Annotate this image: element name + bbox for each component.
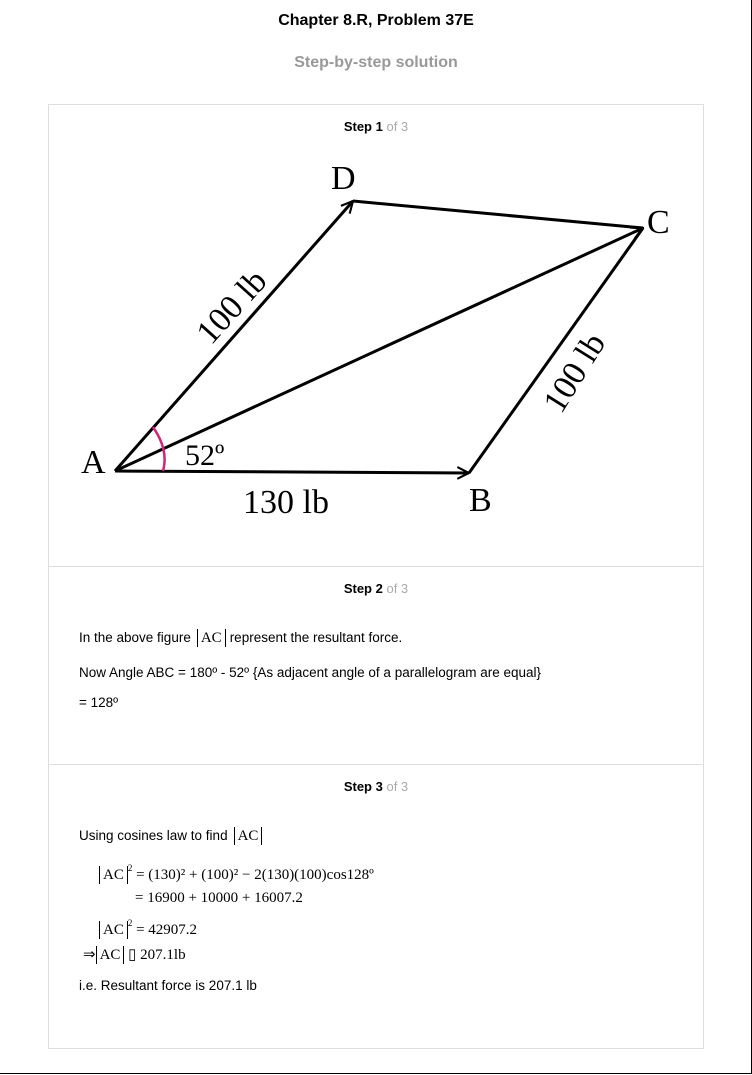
side-ad-label: 100 lb bbox=[189, 262, 275, 352]
vector-ac bbox=[115, 228, 643, 471]
step-2 bbox=[49, 566, 703, 764]
equation-2: = 16900 + 10000 + 16007.2 bbox=[135, 890, 303, 906]
step-3-line-1 bbox=[79, 827, 266, 845]
ac-magnitude: AC bbox=[197, 629, 226, 647]
step-2-line-1-post: represent the resultant force. bbox=[229, 630, 403, 645]
step-2-of: of 3 bbox=[386, 581, 409, 596]
step-3-label: Step 3 bbox=[343, 779, 383, 794]
eq1-rhs: = (130)² + (100)² − 2(130)(100)cos128º bbox=[136, 867, 374, 883]
side-bc bbox=[469, 228, 643, 473]
side-ab-label: 130 lb bbox=[243, 484, 329, 521]
page-title: Chapter 8.R, Problem 37E bbox=[278, 12, 474, 29]
equation-1: AC $^2$ = (130)² + (100)² − 2(130)(100)cos128º bbox=[99, 863, 374, 884]
vector-ab bbox=[115, 471, 469, 473]
equation-4 bbox=[83, 945, 186, 964]
vertex-b-label: B bbox=[469, 482, 492, 519]
equation-3: AC $^2$ = 42907.2 bbox=[99, 918, 197, 939]
angle-arc bbox=[153, 427, 165, 471]
ac-magnitude-2: AC bbox=[234, 827, 263, 845]
step-2-line-1 bbox=[79, 629, 402, 647]
angle-label: 52º bbox=[185, 439, 225, 472]
side-dc bbox=[353, 201, 643, 228]
step-1-label: Step 1 bbox=[343, 119, 383, 134]
eq4-rhs: ▯ 207.1lb bbox=[128, 947, 186, 963]
step-2-label: Step 2 bbox=[343, 581, 383, 596]
eq4-ac: AC bbox=[96, 946, 125, 964]
eq3-ac: AC bbox=[99, 921, 128, 939]
vertex-d-label: D bbox=[331, 160, 356, 197]
eq3-rhs: = 42907.2 bbox=[136, 922, 198, 938]
step-1 bbox=[49, 105, 703, 566]
step-2-header bbox=[49, 581, 703, 596]
parallelogram-figure bbox=[49, 145, 703, 565]
vertex-c-label: C bbox=[647, 204, 670, 241]
step-1-header bbox=[49, 119, 703, 134]
eq1-ac: AC bbox=[99, 866, 128, 884]
page-subtitle: Step-by-step solution bbox=[294, 54, 458, 71]
solution-card bbox=[48, 104, 704, 1049]
step-2-line-3: = 128º bbox=[79, 695, 119, 710]
step-3-of: of 3 bbox=[386, 779, 409, 794]
side-bc-label: 100 lb bbox=[536, 326, 614, 420]
step-3 bbox=[49, 764, 703, 1049]
step-2-line-2: Now Angle ABC = 180º - 52º {As adjacent angle of a parallelogram are equal} bbox=[79, 665, 542, 680]
step-3-line-1-text: Using cosines law to find bbox=[79, 828, 228, 843]
step-3-conclusion: i.e. Resultant force is 207.1 lb bbox=[79, 978, 257, 993]
step-2-line-1-pre: In the above figure bbox=[79, 630, 191, 645]
vector-ad bbox=[115, 201, 353, 471]
step-1-of: of 3 bbox=[386, 119, 409, 134]
vertex-a-label: A bbox=[81, 444, 106, 481]
step-3-header bbox=[49, 779, 703, 794]
implies-arrow: ⇒ bbox=[83, 947, 96, 963]
